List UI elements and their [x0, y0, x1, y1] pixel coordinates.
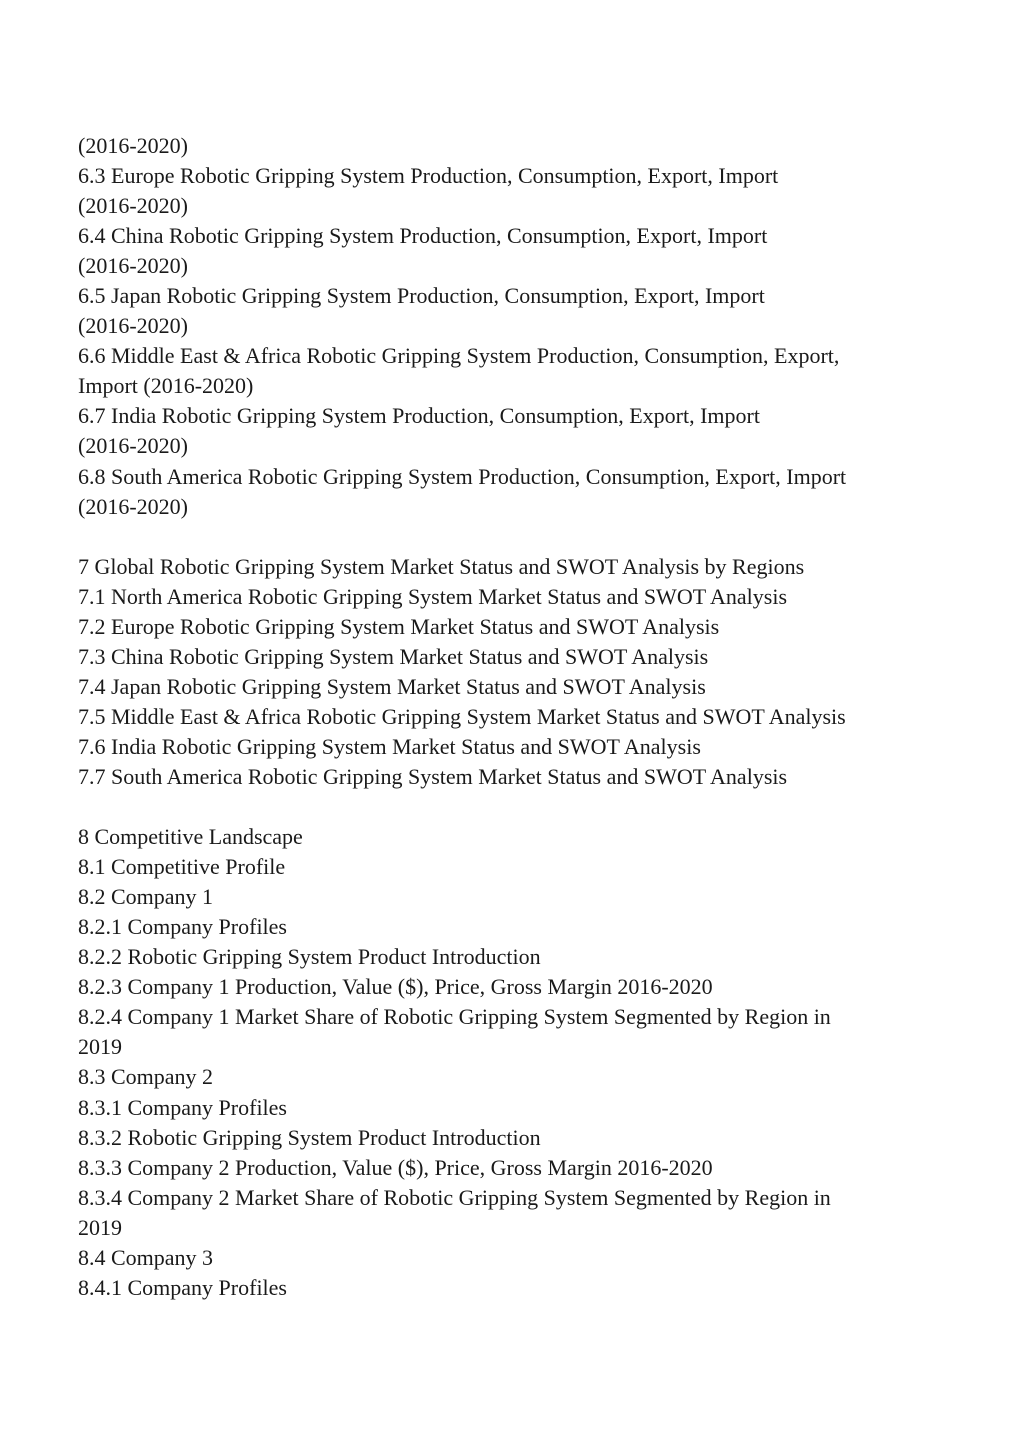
toc-line: 8.3.1 Company Profiles — [78, 1094, 287, 1120]
blank-line — [78, 522, 958, 552]
section-heading: 8 Competitive Landscape — [78, 824, 303, 850]
toc-line: 6.6 Middle East & Africa Robotic Gripping System Production, Consumption, Export, — [78, 343, 840, 369]
toc-line: (2016-2020) — [78, 193, 188, 219]
toc-line: (2016-2020) — [78, 433, 188, 459]
toc-line: 8.3.4 Company 2 Market Share of Robotic Gripping System Segmented by Region in — [78, 1184, 831, 1210]
section-heading: 7 Global Robotic Gripping System Market Status and SWOT Analysis by Regions — [78, 553, 805, 579]
table-of-contents — [78, 131, 958, 1303]
toc-line: 8.3.3 Company 2 Production, Value ($), Price, Gross Margin 2016-2020 — [78, 1154, 713, 1180]
blank-line — [78, 792, 958, 822]
toc-line: 6.8 South America Robotic Gripping System Production, Consumption, Export, Import — [78, 463, 847, 489]
toc-line: (2016-2020) — [78, 133, 188, 158]
toc-line: 6.3 Europe Robotic Gripping System Production, Consumption, Export, Import — [78, 163, 779, 189]
toc-line: 6.7 India Robotic Gripping System Production, Consumption, Export, Import — [78, 403, 760, 429]
toc-line: (2016-2020) — [78, 493, 188, 519]
toc-line: 7.6 India Robotic Gripping System Market Status and SWOT Analysis — [78, 733, 701, 759]
toc-line: 6.4 China Robotic Gripping System Production, Consumption, Export, Import — [78, 223, 768, 249]
toc-line: 8.4 Company 3 — [78, 1244, 214, 1270]
toc-line: 2019 — [78, 1214, 122, 1240]
toc-line: 2019 — [78, 1034, 122, 1060]
toc-line: (2016-2020) — [78, 253, 188, 279]
toc-line: 7.1 North America Robotic Gripping System Market Status and SWOT Analysis — [78, 583, 788, 609]
toc-line: 8.3.2 Robotic Gripping System Product Introduction — [78, 1124, 541, 1150]
toc-line: 7.3 China Robotic Gripping System Market Status and SWOT Analysis — [78, 643, 709, 669]
toc-line: 8.2.4 Company 1 Market Share of Robotic Gripping System Segmented by Region in — [78, 1004, 831, 1030]
toc-line: 7.5 Middle East & Africa Robotic Gripping System Market Status and SWOT Analysis — [78, 703, 846, 729]
toc-line: Import (2016-2020) — [78, 373, 254, 399]
toc-line: (2016-2020) — [78, 313, 188, 339]
toc-line: 8.2.1 Company Profiles — [78, 914, 287, 940]
toc-line: 6.5 Japan Robotic Gripping System Production, Consumption, Export, Import — [78, 283, 765, 309]
toc-line: 7.7 South America Robotic Gripping System Market Status and SWOT Analysis — [78, 763, 788, 789]
toc-line: 8.1 Competitive Profile — [78, 854, 286, 880]
toc-line: 7.2 Europe Robotic Gripping System Market Status and SWOT Analysis — [78, 613, 720, 639]
toc-line: 8.2 Company 1 — [78, 884, 214, 910]
toc-line: 8.3 Company 2 — [78, 1064, 214, 1090]
toc-line: 8.2.2 Robotic Gripping System Product Introduction — [78, 944, 541, 970]
toc-line: 7.4 Japan Robotic Gripping System Market Status and SWOT Analysis — [78, 673, 706, 699]
toc-line: 8.4.1 Company Profiles — [78, 1274, 287, 1300]
toc-line: 8.2.3 Company 1 Production, Value ($), Price, Gross Margin 2016-2020 — [78, 974, 713, 1000]
